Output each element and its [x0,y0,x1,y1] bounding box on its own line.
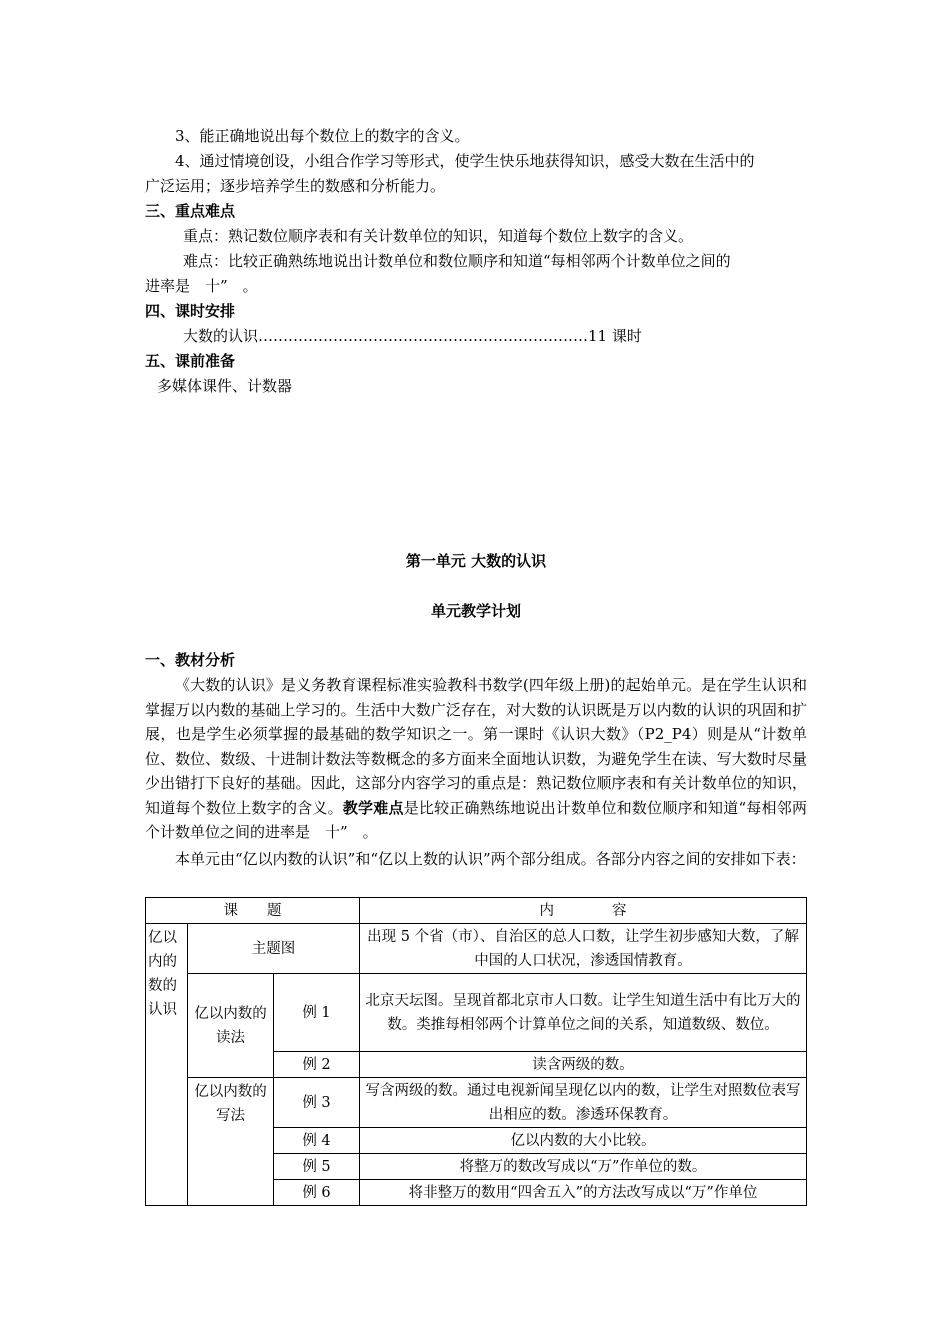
paragraph-text: 《大数的认识》是义务教育课程标准实验教科书数学(四年级上册)的起始单元。是在学生认识和掌握万以内数的基础上学习的。生活中大数广泛存在，对大数的认识既是万以内数的认识的巩固和扩展，也是学生必须掌握的最基础的数学知识之一。第一课时《认识大数》（P2_P4）则是从“计数单位、数位、数级、十进制计数法等数概念的多方面来全面地认识数，为避免学生在读、写大数时尽量少出错打下良好的基础。因此，这部分内容学习的重点是：熟记数位顺序表和有关计数单位的知识，知道每个数位上数字的含义。 [145,676,807,817]
write-group-cell: 亿以内数的写法 [188,1078,274,1206]
example-content: 北京天坛图。呈现首都北京市人口数。让学生知道生活中有比万大的数。类推每相邻两个计算单位之间的关系，知道数级、数位。 [360,974,807,1052]
preparation: 多媒体课件、计数器 [157,377,293,395]
paragraph-text-cont: 是比较正确熟练地说出计数单位和数位顺序和知道“每相邻两个计数单位之间的进率是 十” 。 [145,798,807,841]
example-cell: 例 5 [274,1154,360,1180]
example-cell: 例 6 [274,1180,360,1206]
example-cell: 例 4 [274,1128,360,1154]
heading-key-points: 三、重点难点 [145,202,236,220]
unit-subtitle: 单元教学计划 [430,602,521,620]
goal-3: 3、能正确地说出每个数位上的数字的含义。 [175,127,470,145]
difficulty-line-1: 难点：比较正确熟练地说出计数单位和数位顺序和知道“每相邻两个计数单位之间的 [183,252,731,270]
unit-title: 第一单元 大数的认识 [405,552,547,570]
example-cell: 例 1 [274,974,360,1052]
example-cell: 例 3 [274,1078,360,1128]
example-content: 写含两级的数。通过电视新闻呈现亿以内的数，让学生对照数位表写出相应的数。渗透环保教育。 [360,1078,807,1128]
heading-material-analysis: 一、教材分析 [145,651,236,669]
example-content: 将整万的数改写成以“万”作单位的数。 [360,1154,807,1180]
example-content: 亿以内数的大小比较。 [360,1128,807,1154]
unit-plan-table [145,897,807,1206]
read-group-cell: 亿以内数的读法 [188,974,274,1078]
material-analysis-paragraph [145,673,807,845]
example-content: 将非整万的数用“四舍五入”的方法改写成以“万”作单位 [360,1180,807,1206]
header-topic: 课 题 [146,898,360,924]
difficulty-line-2: 进率是 十” 。 [145,277,258,295]
goal-4-line-2: 广泛运用；逐步培养学生的数感和分析能力。 [145,177,446,195]
paragraph-bold-term: 教学难点 [342,798,404,817]
theme-content: 出现 5 个省（市）、自治区的总人口数，让学生初步感知大数，了解中国的人口状况，渗透国情教育。 [360,924,807,974]
section-cell: 亿以内的数的认识 [146,924,188,1206]
arrangement-paragraph: 本单元由“亿以内数的认识”和“亿以上数的认识”两个部分组成。各部分内容之间的安排如下表： [175,850,806,868]
header-content: 内 容 [360,898,807,924]
schedule: 大数的认识…………………………………………………………11 课时 [183,327,642,345]
theme-cell: 主题图 [188,924,360,974]
example-cell: 例 2 [274,1052,360,1078]
goal-4-line-1: 4、通过情境创设，小组合作学习等形式，使学生快乐地获得知识，感受大数在生活中的 [175,152,755,170]
key-point: 重点：熟记数位顺序表和有关计数单位的知识，知道每个数位上数字的含义。 [183,227,694,245]
example-content: 读含两级的数。 [360,1052,807,1078]
heading-schedule: 四、课时安排 [145,302,236,320]
heading-preparation: 五、课前准备 [145,352,236,370]
